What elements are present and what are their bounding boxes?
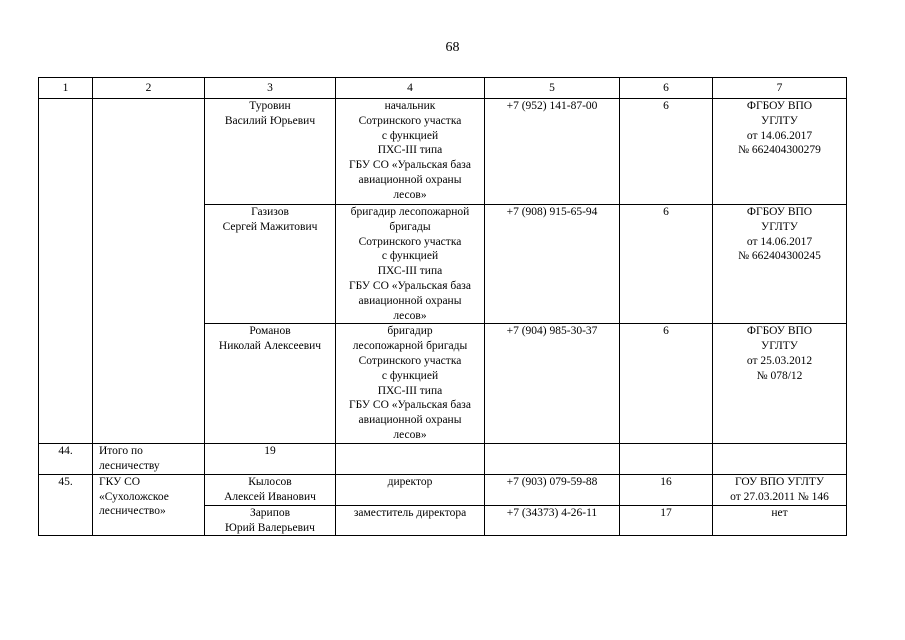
phone-cell: +7 (908) 915-65-94 bbox=[485, 205, 620, 324]
employee-name-cell: Зарипов Юрий Валерьевич bbox=[205, 505, 336, 536]
column-number: 6 bbox=[620, 78, 713, 99]
phone-cell: +7 (903) 079-59-88 bbox=[485, 474, 620, 505]
position-cell: директор bbox=[336, 474, 485, 505]
row-number-cell: 45. bbox=[39, 474, 93, 536]
employee-name-cell: Кылосов Алексей Иванович bbox=[205, 474, 336, 505]
organization-cell: ГКУ СО «Сухоложское лесничество» bbox=[93, 474, 205, 536]
employee-name-cell: Газизов Сергей Мажитович bbox=[205, 205, 336, 324]
experience-cell: 6 bbox=[620, 99, 713, 205]
row-number-cell bbox=[39, 99, 93, 444]
employee-name-cell: Туровин Василий Юрьевич bbox=[205, 99, 336, 205]
empty-cell bbox=[485, 443, 620, 474]
experience-cell: 17 bbox=[620, 505, 713, 536]
education-cell: ФГБОУ ВПО УГЛТУ от 25.03.2012 № 078/12 bbox=[713, 324, 847, 443]
total-label-cell: Итого по лесничеству bbox=[93, 443, 205, 474]
position-cell: бригадир лесопожарной бригады Сотринского участка с функцией ПХС-III типа ГБУ СО «Уральская база авиационной охраны лесов» bbox=[336, 324, 485, 443]
column-number: 7 bbox=[713, 78, 847, 99]
experience-cell: 6 bbox=[620, 324, 713, 443]
page-number: 68 bbox=[445, 40, 460, 55]
column-number: 2 bbox=[93, 78, 205, 99]
experience-cell: 6 bbox=[620, 205, 713, 324]
table-row bbox=[39, 474, 847, 505]
table-row bbox=[39, 99, 847, 205]
column-number: 5 bbox=[485, 78, 620, 99]
total-count-cell: 19 bbox=[205, 443, 336, 474]
column-number-row bbox=[39, 78, 847, 99]
education-cell: нет bbox=[713, 505, 847, 536]
phone-cell: +7 (952) 141-87-00 bbox=[485, 99, 620, 205]
position-cell: заместитель директора bbox=[336, 505, 485, 536]
employee-name-cell: Романов Николай Алексеевич bbox=[205, 324, 336, 443]
education-cell: ФГБОУ ВПО УГЛТУ от 14.06.2017 № 662404300245 bbox=[713, 205, 847, 324]
phone-cell: +7 (34373) 4-26-11 bbox=[485, 505, 620, 536]
organization-cell bbox=[93, 99, 205, 444]
total-row bbox=[39, 443, 847, 474]
personnel-table bbox=[38, 77, 847, 536]
column-number: 3 bbox=[205, 78, 336, 99]
phone-cell: +7 (904) 985-30-37 bbox=[485, 324, 620, 443]
column-number: 4 bbox=[336, 78, 485, 99]
position-cell: начальник Сотринского участка с функцией ПХС-III типа ГБУ СО «Уральская база авиационной охраны лесов» bbox=[336, 99, 485, 205]
education-cell: ГОУ ВПО УГЛТУ от 27.03.2011 № 146 bbox=[713, 474, 847, 505]
empty-cell bbox=[713, 443, 847, 474]
column-number: 1 bbox=[39, 78, 93, 99]
education-cell: ФГБОУ ВПО УГЛТУ от 14.06.2017 № 662404300279 bbox=[713, 99, 847, 205]
empty-cell bbox=[336, 443, 485, 474]
empty-cell bbox=[620, 443, 713, 474]
position-cell: бригадир лесопожарной бригады Сотринского участка с функцией ПХС-III типа ГБУ СО «Уральская база авиационной охраны лесов» bbox=[336, 205, 485, 324]
row-number-cell: 44. bbox=[39, 443, 93, 474]
experience-cell: 16 bbox=[620, 474, 713, 505]
